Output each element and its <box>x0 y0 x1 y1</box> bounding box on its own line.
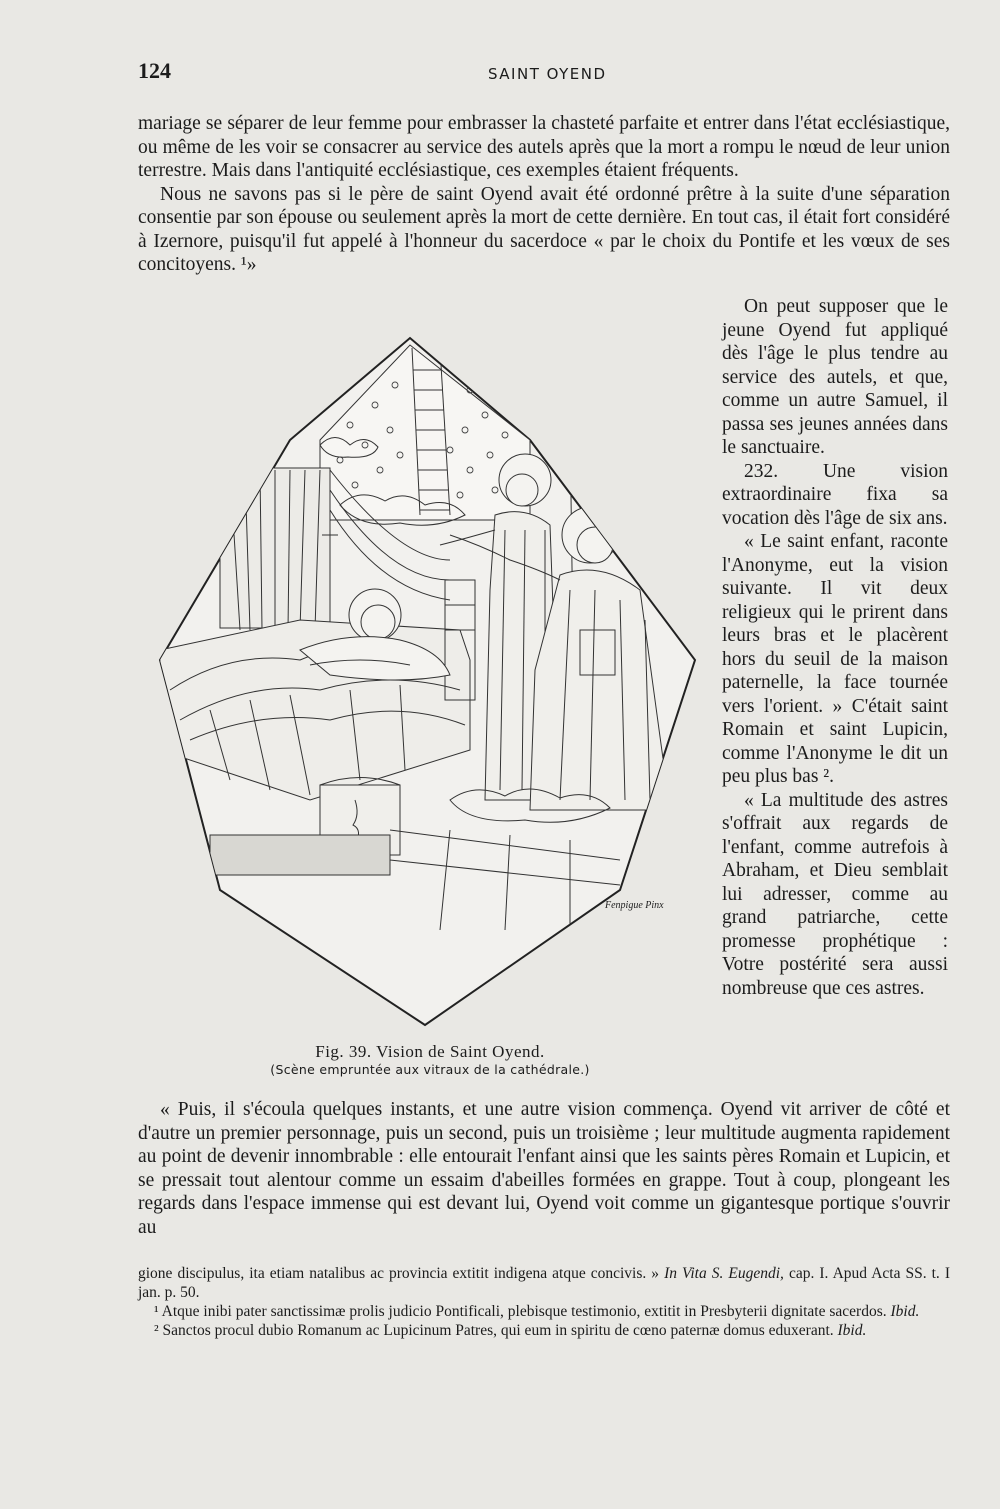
page-number: 124 <box>138 58 171 83</box>
footnote-continued <box>138 1264 950 1302</box>
footnote-2 <box>138 1321 950 1340</box>
top-text-block <box>138 112 950 277</box>
footnote-1-text: ¹ Atque inibi pater sanctissimæ prolis judicio Pontificali, plebisque testimonio, extitit in Presbyterii dignitate sacerdos. <box>154 1303 887 1320</box>
footnote-continued-text: gione discipulus, ita etiam natalibus ac provincia extitit indigena atque concivis. » <box>138 1265 660 1282</box>
footnote-1-ref: Ibid. <box>890 1303 920 1320</box>
illustration-figure <box>150 330 705 1030</box>
paragraph-1: mariage se séparer de leur femme pour embrasser la chasteté parfaite et entrer dans l'état ecclésiastique, ou même de les voir se consacrer au service des autels après que la mort a rompu le nœud de leur union terrestre. Mais dans l'antiquité ecclésiastique, ces exemples étaient fréquents. <box>138 113 950 181</box>
figure-caption <box>150 1042 710 1077</box>
footnotes <box>138 1264 950 1340</box>
starry-sky <box>320 345 530 520</box>
running-title: SAINT OYEND <box>488 65 607 83</box>
bottom-text-block <box>138 1098 950 1239</box>
paragraph-continuation: « Puis, il s'écoula quelques instants, et une autre vision commença. Oyend vit arriver de côté et d'autre un premier personnage, puis un second, puis un troisième ; leur multitude augmenta rapidement au point de devenir innombrable : elle entourait l'enfant ainsi que les saints pères Romain et Lupicin, et se pressait tout alentour comme un essaim d'abeilles formées en grappe. Tout à coup, plongeant les regards dans l'espace immense qui est devant lui, Oyend voit comme un gigantesque portique s'ouvrir au <box>138 1099 950 1238</box>
side-paragraph-1: On peut supposer que le jeune Oyend fut appliqué dès l'âge le plus tendre au service des autels, et que, comme un autre Samuel, il passa ses jeunes années dans le sanctuaire. <box>722 296 948 458</box>
page-header <box>138 58 950 88</box>
side-paragraph-4: « La multitude des astres s'offrait aux regards de l'enfant, comme autrefois à Abraham, et Dieu semblait lui adresser, comme au grand patriarche, cette promesse prophétique : Votre postérité sera aussi nombreuse que ces astres. <box>722 789 948 999</box>
footnote-2-ref: Ibid. <box>837 1322 867 1339</box>
side-paragraph-2: 232. Une vision extraordinaire fixa sa vocation dès l'âge de six ans. <box>722 460 948 529</box>
side-paragraph-3: « Le saint enfant, raconte l'Anonyme, eut la vision suivante. Il vit deux religieux qui le prirent dans leurs bras et le placèrent hors du seuil de la maison paternelle, la face tournée vers l'orient. » C'était saint Romain et saint Lupicin, comme l'Anonyme le dit un peu plus bas ². <box>722 531 948 787</box>
footnote-continued-tail: cap. I. Apud Acta SS. t. I jan. p. 50. <box>138 1265 950 1301</box>
caption-subtitle: (Scène empruntée aux vitraux de la cathédrale.) <box>270 1062 590 1077</box>
paragraph-2: Nous ne savons pas si le père de saint Oyend avait été ordonné prêtre à la suite d'une séparation consentie par son épouse ou seulement après la mort de cette dernière. En tout cas, il était fort considéré à Izernore, puisqu'il fut appelé à l'honneur du sacerdoce « par le choix du Pontife et les vœux de ses concitoyens. ¹» <box>138 183 950 275</box>
caption-title: Fig. 39. Vision de Saint Oyend. <box>315 1042 545 1061</box>
footnote-2-text: ² Sanctos procul dubio Romanum ac Lupicinum Patres, qui eum in spiritu de cœno paternæ domus eduxerant. <box>154 1322 834 1339</box>
footnote-continued-ref: In Vita S. Eugendi, <box>664 1265 784 1282</box>
side-column <box>722 295 948 1000</box>
footnote-1 <box>138 1302 950 1321</box>
engraver-signature: Fenpigue Pinx <box>605 900 664 911</box>
vision-engraving <box>150 330 705 1030</box>
